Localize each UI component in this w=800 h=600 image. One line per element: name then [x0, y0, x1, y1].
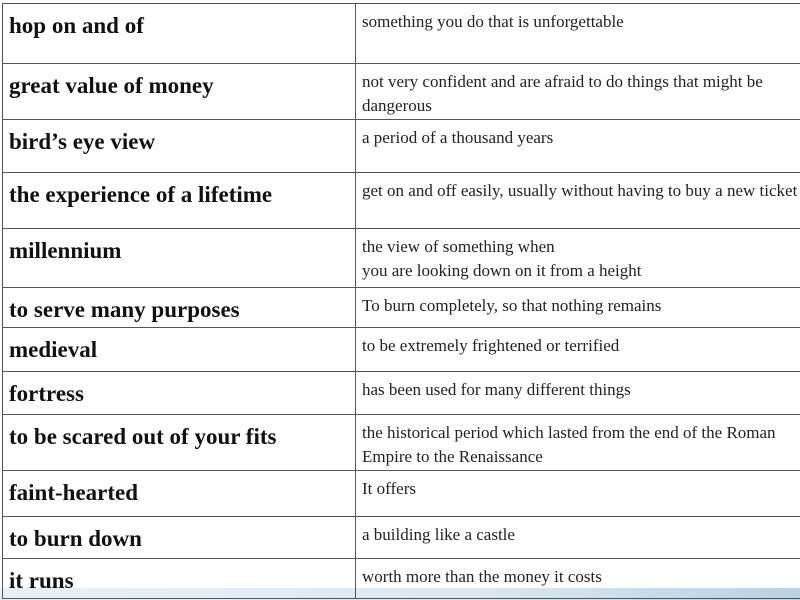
table-row — [3, 229, 800, 288]
table-row — [3, 64, 800, 120]
table-row — [3, 517, 800, 559]
definition-cell: worth more than the money it costs — [356, 559, 800, 599]
term-cell: bird’s eye view — [3, 120, 356, 173]
definition-cell: a building like a castle — [356, 517, 800, 559]
table-row — [3, 173, 800, 229]
term-cell: it runs — [3, 559, 356, 599]
table-row — [3, 471, 800, 517]
table-row — [3, 415, 800, 471]
table-row — [3, 4, 800, 64]
definition-cell: the view of something when you are looking down on it from a height — [356, 229, 800, 288]
table-row — [3, 288, 800, 328]
term-cell: great value of money — [3, 64, 356, 120]
term-cell: to be scared out of your fits — [3, 415, 356, 471]
vocabulary-table — [2, 3, 800, 599]
table-row — [3, 328, 800, 372]
term-cell: medieval — [3, 328, 356, 372]
definition-cell: not very confident and are afraid to do things that might be dangerous — [356, 64, 800, 120]
definition-cell: has been used for many different things — [356, 372, 800, 415]
term-cell: to serve many purposes — [3, 288, 356, 328]
table-row — [3, 372, 800, 415]
definition-cell: to be extremely frightened or terrified — [356, 328, 800, 372]
definition-cell: the historical period which lasted from the end of the Roman Empire to the Renaissance — [356, 415, 800, 471]
term-cell: to burn down — [3, 517, 356, 559]
table-row — [3, 120, 800, 173]
term-cell: faint-hearted — [3, 471, 356, 517]
definition-cell: a period of a thousand years — [356, 120, 800, 173]
term-cell: the experience of a lifetime — [3, 173, 356, 229]
definition-cell: something you do that is unforgettable — [356, 4, 800, 64]
definition-cell: To burn completely, so that nothing remains — [356, 288, 800, 328]
term-cell: millennium — [3, 229, 356, 288]
table-row — [3, 559, 800, 599]
definition-cell: It offers — [356, 471, 800, 517]
definition-cell: get on and off easily, usually without having to buy a new ticket — [356, 173, 800, 229]
term-cell: hop on and of — [3, 4, 356, 64]
term-cell: fortress — [3, 372, 356, 415]
